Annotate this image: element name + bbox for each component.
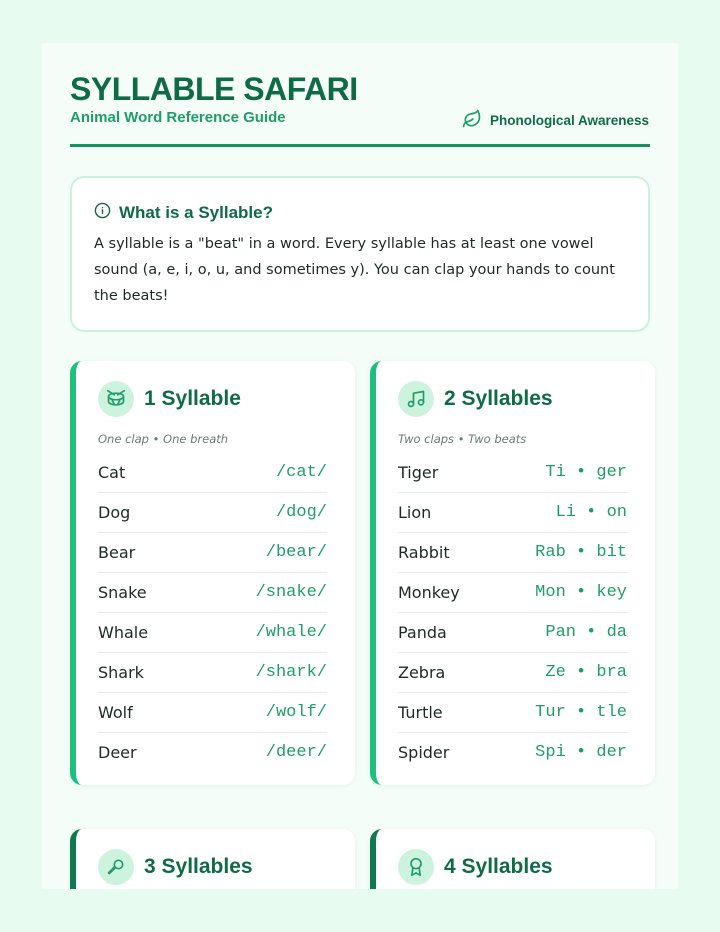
info-box (70, 176, 650, 332)
syllable-breakdown: Rab • bit (535, 543, 627, 562)
animal-word: Cat (98, 463, 126, 482)
word-row (98, 573, 327, 613)
animal-word: Shark (98, 663, 144, 682)
animal-word: Whale (98, 623, 149, 642)
animal-word: Zebra (398, 663, 446, 682)
animal-word: Spider (398, 743, 450, 762)
syllable-breakdown: /deer/ (265, 743, 327, 762)
word-row (98, 693, 327, 733)
topic-badge-label: Phonological Awareness (489, 113, 649, 128)
word-row (398, 613, 627, 653)
animal-word: Deer (98, 743, 137, 762)
animal-word: Snake (98, 583, 147, 602)
syllable-breakdown: /snake/ (255, 583, 327, 602)
microphone-icon (98, 849, 134, 885)
reference-sheet (42, 43, 678, 889)
topic-badge (462, 109, 649, 132)
info-body: A syllable is a "beat" in a word. Every syllable has at least one vowel sound (a, e, i, o, u, and sometimes y). You can clap your hands to count the beats! (94, 236, 615, 304)
card-title: 3 Syllables (144, 855, 253, 878)
card-subtitle: One clap • One breath (98, 432, 229, 446)
animal-word: Tiger (398, 463, 439, 482)
word-row (398, 573, 627, 613)
syllable-breakdown: Spi • der (535, 743, 627, 762)
animal-word: Turtle (398, 703, 443, 722)
three-syllables-card (70, 829, 355, 889)
ribbon-icon (398, 849, 434, 885)
word-row (398, 693, 627, 733)
music-note-icon (398, 381, 434, 417)
word-row (398, 733, 627, 772)
word-row (98, 493, 327, 533)
word-row (398, 493, 627, 533)
animal-word: Panda (398, 623, 447, 642)
syllable-breakdown: Pan • da (545, 623, 627, 642)
word-row (398, 533, 627, 573)
syllable-breakdown: /dog/ (275, 503, 327, 522)
drum-icon (98, 381, 134, 417)
syllable-breakdown: Ti • ger (545, 463, 627, 482)
two-syllables-card (370, 361, 655, 785)
word-row (98, 453, 327, 493)
syllable-breakdown: /whale/ (255, 623, 327, 642)
one-syllable-card (70, 361, 355, 785)
header-divider (70, 144, 650, 147)
word-row (98, 733, 327, 772)
syllable-breakdown: /wolf/ (265, 703, 327, 722)
card-title: 4 Syllables (444, 855, 553, 878)
animal-word: Monkey (398, 583, 460, 602)
animal-word: Bear (98, 543, 136, 562)
info-title: What is a Syllable? (119, 202, 273, 222)
info-icon (94, 202, 111, 223)
animal-word: Lion (398, 503, 432, 522)
word-row (98, 533, 327, 573)
four-syllables-card (370, 829, 655, 889)
word-row (398, 453, 627, 493)
animal-word: Dog (98, 503, 131, 522)
word-row (98, 653, 327, 693)
syllable-breakdown: Tur • tle (535, 703, 627, 722)
word-row (98, 613, 327, 653)
leaf-icon (462, 109, 482, 132)
syllable-breakdown: Mon • key (535, 583, 627, 602)
animal-word: Rabbit (398, 543, 450, 562)
card-title: 2 Syllables (444, 387, 553, 410)
syllable-breakdown: /bear/ (265, 543, 327, 562)
word-list (398, 453, 627, 772)
page-subtitle: Animal Word Reference Guide (70, 109, 286, 126)
word-row (398, 653, 627, 693)
syllable-breakdown: /cat/ (275, 463, 327, 482)
syllable-breakdown: Li • on (555, 503, 627, 522)
syllable-breakdown: Ze • bra (545, 663, 627, 682)
word-list (98, 453, 327, 772)
card-subtitle: Two claps • Two beats (398, 432, 527, 446)
page-title: SYLLABLE SAFARI (70, 71, 358, 107)
syllable-breakdown: /shark/ (255, 663, 327, 682)
animal-word: Wolf (98, 703, 133, 722)
card-title: 1 Syllable (144, 387, 241, 410)
